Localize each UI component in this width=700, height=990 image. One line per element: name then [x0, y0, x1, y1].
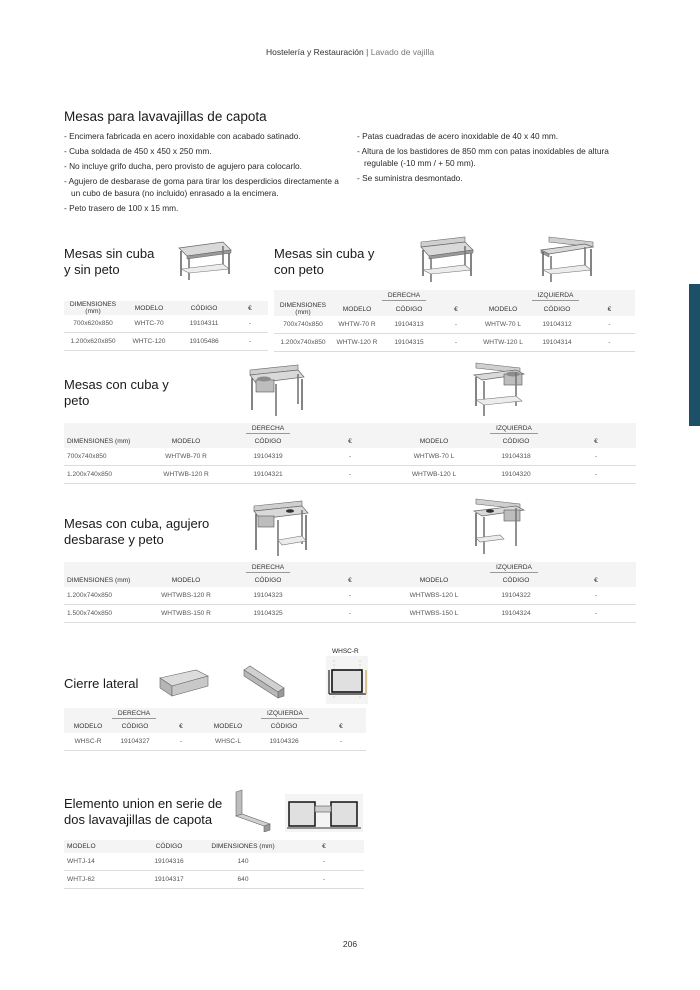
cell-price: -	[436, 316, 476, 334]
col-header-modelo: MODELO	[392, 574, 476, 587]
cell-modelo: WHTWBS-150 R	[144, 605, 228, 623]
cell-modelo: WHTWBS-150 L	[392, 605, 476, 623]
section-title-elemento-union: Elemento union en serie de dos lavavajillas de capota	[64, 796, 223, 827]
group-header-izquierda: IZQUIERDA	[476, 290, 635, 302]
col-header-price: €	[308, 574, 392, 587]
cell-price: -	[556, 605, 636, 623]
cell-codigo: 19104320	[476, 466, 556, 484]
cell-price: -	[556, 448, 636, 466]
bullet-list-left	[64, 131, 346, 218]
col-header-dimensions: DIMENSIONES (mm)	[202, 840, 284, 853]
side-panel-illustration	[156, 668, 212, 698]
cell-dimensions: 700x740x850	[274, 316, 332, 334]
table-plain-illustration	[173, 236, 235, 282]
col-header-modelo: MODELO	[64, 840, 136, 853]
section-title-con-cuba-y-peto: Mesas con cuba y peto	[64, 377, 169, 408]
cell-modelo: WHTWB-120 L	[392, 466, 476, 484]
col-header-price: €	[556, 574, 636, 587]
col-header-modelo: MODELO	[144, 435, 228, 448]
cell-modelo: WHTWB-120 R	[144, 466, 228, 484]
col-header-modelo: MODELO	[144, 574, 228, 587]
col-header-price: €	[284, 840, 364, 853]
bullet-item: - Altura de los bastidores de 850 mm con patas inoxidables de altura regulable (-10 mm / + 50 mm).	[357, 146, 609, 168]
cell-dimensions: 1.500x740x850	[64, 605, 144, 623]
cell-codigo: 19104325	[228, 605, 308, 623]
col-header-codigo: CÓDIGO	[382, 302, 436, 316]
col-header-price: €	[308, 435, 392, 448]
bullet-item: - Encimera fabricada en acero inoxidable con acabado satinado.	[64, 131, 301, 141]
whsc-figure-label: WHSC-R	[332, 648, 359, 655]
bullet-item: - Agujero de desbarase de goma para tirar los desperdicios directamente a un cubo de basura (no incluido) enrasado a la encimera.	[64, 176, 339, 198]
table-con-cuba-y-peto	[64, 423, 636, 484]
col-header-codigo: CÓDIGO	[228, 574, 308, 587]
cell-modelo: WHTWBS-120 R	[144, 587, 228, 605]
cell-codigo: 19104322	[476, 587, 556, 605]
cell-codigo: 19104319	[228, 448, 308, 466]
bullet-item: - No incluye grifo ducha, pero provisto de agujero para colocarlo.	[64, 161, 302, 171]
cell-codigo: 19104316	[136, 853, 202, 871]
table-sin-cuba-sin-peto	[64, 301, 268, 351]
table-row	[64, 733, 366, 751]
cell-dimensions: 140	[202, 853, 284, 871]
cell-modelo: WHTJ-14	[64, 853, 136, 871]
col-header-price: €	[436, 302, 476, 316]
cell-modelo: WHTW-70 L	[476, 316, 530, 334]
cell-modelo: WHTC-120	[122, 333, 176, 351]
bullet-item: - Patas cuadradas de acero inoxidable de 40 x 40 mm.	[357, 131, 559, 141]
col-header-modelo: MODELO	[332, 302, 382, 316]
table-row	[64, 315, 268, 333]
col-header-modelo: MODELO	[392, 435, 476, 448]
col-header-codigo: CÓDIGO	[136, 840, 202, 853]
cell-price: -	[232, 315, 268, 333]
cell-price: -	[284, 853, 364, 871]
cell-price: -	[584, 334, 635, 352]
main-title: Mesas para lavavajillas de capota	[64, 109, 267, 124]
table-sink-hole-right-illustration	[246, 500, 312, 558]
table-row	[64, 587, 636, 605]
col-header-modelo: MODELO	[122, 301, 176, 315]
col-header-dimensions: DIMENSIONES (mm)	[274, 302, 332, 316]
cell-codigo: 19104314	[530, 334, 584, 352]
col-header-dimensions: DIMENSIONES (mm)	[64, 435, 144, 448]
union-diagram	[285, 794, 363, 832]
table-row	[64, 466, 636, 484]
col-header-codigo: CÓDIGO	[476, 574, 556, 587]
cell-price: -	[556, 587, 636, 605]
cell-codigo: 19104326	[252, 733, 316, 751]
cell-codigo: 19104312	[530, 316, 584, 334]
cell-dimensions: 700x740x850	[64, 448, 144, 466]
section-title-sin-cuba-sin-peto: Mesas sin cuba y sin peto	[64, 246, 155, 277]
table-cierre-lateral	[64, 708, 366, 751]
col-header-codigo: CÓDIGO	[476, 435, 556, 448]
cell-codigo: 19104327	[112, 733, 158, 751]
cell-modelo: WHTW-120 L	[476, 334, 530, 352]
col-header-modelo: MODELO	[204, 720, 252, 733]
table-row	[64, 605, 636, 623]
col-header-price: €	[316, 720, 366, 733]
cell-price: -	[308, 587, 392, 605]
cell-dimensions: 1.200x620x850	[64, 333, 122, 351]
cell-codigo: 19104313	[382, 316, 436, 334]
cell-price: -	[316, 733, 366, 751]
cell-price: -	[308, 605, 392, 623]
cell-codigo: 19104317	[136, 871, 202, 889]
header-separator: |	[366, 47, 369, 57]
col-header-modelo: MODELO	[476, 302, 530, 316]
cell-codigo: 19104321	[228, 466, 308, 484]
cell-modelo: WHSC-L	[204, 733, 252, 751]
bullet-item: - Se suministra desmontado.	[357, 172, 463, 183]
section-title-con-cuba-agujero-peto: Mesas con cuba, agujero desbarase y peto	[64, 516, 210, 547]
cell-price: -	[232, 333, 268, 351]
table-row	[64, 853, 364, 871]
header-subtitle: Lavado de vajilla	[370, 47, 435, 57]
col-header-codigo: CÓDIGO	[228, 435, 308, 448]
cell-dimensions: 700x620x850	[64, 315, 122, 333]
table-sin-cuba-con-peto	[274, 290, 635, 352]
group-header-derecha: DERECHA	[144, 562, 392, 574]
col-header-price: €	[556, 435, 636, 448]
union-element-illustration	[230, 788, 274, 832]
col-header-codigo: CÓDIGO	[252, 720, 316, 733]
col-header-modelo: MODELO	[64, 720, 112, 733]
table-sink-right-illustration	[242, 364, 308, 418]
bullet-item: - Peto trasero de 100 x 15 mm.	[64, 202, 179, 213]
cell-codigo: 19104323	[228, 587, 308, 605]
cell-modelo: WHTWB-70 L	[392, 448, 476, 466]
table-elemento-union	[64, 840, 364, 889]
cell-codigo: 19104315	[382, 334, 436, 352]
col-header-price: €	[232, 301, 268, 315]
col-header-price: €	[158, 720, 204, 733]
cell-dimensions: 1.200x740x850	[64, 466, 144, 484]
header-title: Hostelería y Restauración	[265, 47, 364, 57]
bullet-list-right	[357, 131, 625, 188]
col-header-price: €	[584, 302, 635, 316]
cell-price: -	[584, 316, 635, 334]
section-title-cierre-lateral: Cierre lateral	[64, 676, 139, 691]
group-header-derecha: DERECHA	[64, 708, 204, 720]
page-number: 206	[342, 939, 358, 949]
col-header-codigo: CÓDIGO	[176, 301, 232, 315]
cell-dimensions: 1.200x740x850	[274, 334, 332, 352]
col-header-dimensions: DIMENSIONES (mm)	[64, 574, 144, 587]
cell-modelo: WHTJ-62	[64, 871, 136, 889]
cell-codigo: 19105486	[176, 333, 232, 351]
cell-price: -	[308, 466, 392, 484]
page-header	[0, 47, 700, 57]
group-header-derecha: DERECHA	[332, 290, 476, 302]
table-sink-hole-left-illustration	[470, 498, 530, 556]
cell-price: -	[158, 733, 204, 751]
table-row	[64, 333, 268, 351]
table-sink-left-illustration	[470, 362, 530, 418]
cell-dimensions: 640	[202, 871, 284, 889]
table-backsplash-right-illustration	[415, 236, 479, 284]
whsc-r-diagram	[326, 656, 368, 704]
group-header-derecha: DERECHA	[144, 423, 392, 435]
cell-codigo: 19104311	[176, 315, 232, 333]
table-row	[274, 334, 635, 352]
group-header-izquierda: IZQUIERDA	[392, 562, 636, 574]
col-header-codigo: CÓDIGO	[112, 720, 158, 733]
cell-price: -	[284, 871, 364, 889]
side-closure-profile-illustration	[240, 664, 288, 700]
cell-modelo: WHTC-70	[122, 315, 176, 333]
table-row	[64, 448, 636, 466]
cell-modelo: WHTW-120 R	[332, 334, 382, 352]
table-row	[274, 316, 635, 334]
cell-modelo: WHSC-R	[64, 733, 112, 751]
cell-modelo: WHTW-70 R	[332, 316, 382, 334]
col-header-dimensions: DIMENSIONES (mm)	[64, 301, 122, 315]
cell-price: -	[556, 466, 636, 484]
group-header-izquierda: IZQUIERDA	[392, 423, 636, 435]
cell-price: -	[436, 334, 476, 352]
table-con-cuba-agujero-peto	[64, 562, 636, 623]
col-header-codigo: CÓDIGO	[530, 302, 584, 316]
cell-codigo: 19104318	[476, 448, 556, 466]
cell-price: -	[308, 448, 392, 466]
side-section-tab	[689, 284, 700, 426]
cell-modelo: WHTWB-70 R	[144, 448, 228, 466]
table-row	[64, 871, 364, 889]
cell-codigo: 19104324	[476, 605, 556, 623]
cell-modelo: WHTWBS-120 L	[392, 587, 476, 605]
table-backsplash-left-illustration	[535, 236, 599, 284]
group-header-izquierda: IZQUIERDA	[204, 708, 366, 720]
cell-dimensions: 1.200x740x850	[64, 587, 144, 605]
section-title-sin-cuba-con-peto: Mesas sin cuba y con peto	[274, 246, 375, 277]
bullet-item: - Cuba soldada de 450 x 450 x 250 mm.	[64, 146, 212, 156]
